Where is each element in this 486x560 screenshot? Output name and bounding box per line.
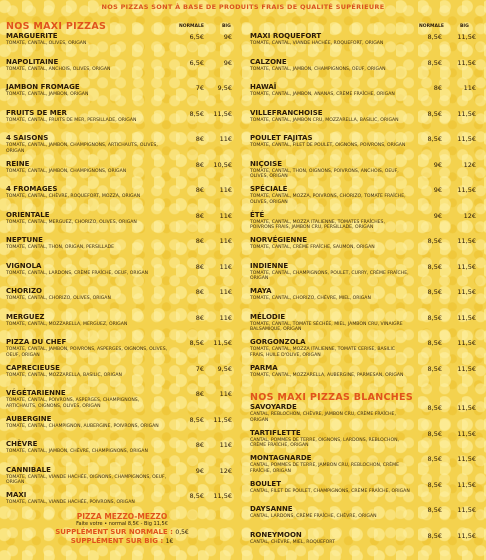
supplement-normal-value: 0,5€ (175, 529, 189, 536)
pizza-description: CANTAL, CHÈVRE, MIEL, ROQUEFORT (250, 539, 335, 545)
section-title: NOS MAXI PIZZAS (6, 21, 107, 32)
pizza-name: REINE (6, 159, 30, 168)
price-big: 11€ (219, 211, 232, 220)
pizza-name: MÉLODIE (250, 312, 286, 321)
pizza-name: SAVOYARDE (250, 403, 297, 411)
pizza-description: TOMATE, CANTAL, VIANDE HACHÉE, OIGNONS, CHAMPIGNONS, OEUF, ORIGAN (6, 474, 167, 486)
pizza-description: TOMATE, CANTAL, CHAMPIGNONS, POULET, CURRY, CRÈME FRAÎCHE, ORIGAN (250, 270, 409, 282)
menu-item (250, 287, 480, 313)
pizza-name: MERGUEZ (6, 312, 45, 321)
price-normal: 8,5€ (427, 404, 442, 412)
menu-item (250, 32, 480, 58)
menu-item (6, 364, 238, 390)
section-title: NOS MAXI PIZZAS BLANCHES (250, 392, 413, 403)
pizza-name: VILLEFRANCHOISE (250, 108, 323, 117)
pizza-name: TARTIFLETTE (250, 428, 301, 437)
pizza-description: TOMATE, CANTAL, CHORIZO, CHÈVRE, MIEL, ORIGAN (250, 296, 371, 301)
left-menu-column (6, 14, 238, 517)
price-normal: 8€ (195, 313, 204, 322)
pizza-name: JAMBON FROMAGE (6, 83, 80, 91)
menu-item (250, 160, 480, 186)
price-normal: 8,5€ (427, 58, 442, 67)
price-normal: 8,5€ (427, 135, 442, 143)
pizza-name: NEPTUNE (6, 236, 43, 244)
menu-item (250, 262, 480, 288)
pizza-name: AUBERGINE (6, 414, 52, 423)
pizza-description: TOMATE, CANTAL, JAMBON, CHAMPIGNONS, OEUF, ORIGAN (250, 66, 386, 72)
pizza-description: TOMATE, CANTAL, MOZZA ITALIENNE, TOMATES FRAÎCHES, POIVRONS FRAIS, JAMBON CRU, PERSILLADE, ORIGAN (250, 219, 385, 231)
pizza-description: TOMATE, CANTAL, MOZZARELLA, MERGUEZ, ORIGAN (6, 321, 128, 327)
top-banner: NOS PIZZAS SONT À BASE DE PRODUITS FRAIS DE QUALITÉ SUPÉRIEURE (101, 3, 385, 11)
supplement-big-value: 1€ (165, 538, 174, 545)
pizza-name: POULET FAJITAS (250, 134, 313, 142)
menu-item (250, 364, 480, 390)
pizza-name: CALZONE (250, 57, 287, 66)
pizza-description: TOMATE, CANTAL, CHORIZO, OLIVES, ORIGAN (6, 296, 111, 301)
pizza-name: NORVÉGIENNE (250, 236, 308, 244)
price-normal: 9€ (433, 160, 442, 169)
price-normal: 8€ (195, 288, 204, 296)
pizza-name: ÉTÉ (250, 210, 265, 219)
pizza-name: MAYA (250, 287, 272, 295)
price-big: 11€ (219, 441, 232, 449)
pizza-description: TOMATE, CANTAL, FRUITS DE MER, PERSILLADE, ORIGAN (6, 117, 137, 123)
pizza-description: TOMATE, CANTAL, POIVRONS, ASPERGES, CHAMPIGNONS, ARTICHAUTS, OIGNONS, OLIVES, ORIGAN (6, 398, 140, 409)
pizza-description: TOMATE, CANTAL, CHÈVRE, ROQUEFORT, MOZZA, ORIGAN (6, 194, 141, 199)
price-normal: 8,5€ (189, 492, 204, 500)
price-big: 11,5€ (457, 33, 476, 41)
pizza-description: CANTAL, REBLOCHON, CHÈVRE, JAMBON CRU, CRÈME FRAÎCHE, ORIGAN (250, 412, 396, 423)
pizza-description: TOMATE, CANTAL, MOZZA ITALIENNE, TOMATE CERISE, BASILIC FRAIS, HUILE D'OLIVE, ORIGAN (250, 347, 396, 358)
pizza-name: VÉGÉTARIENNE (6, 389, 66, 397)
price-normal: 8,5€ (427, 429, 442, 438)
price-big: 12€ (463, 211, 476, 220)
menu-item (250, 185, 480, 211)
pizza-description: TOMATE, CANTAL, JAMBON, ANANAS, CRÈME FRAÎCHE, ORIGAN (250, 92, 395, 97)
price-big: 11,5€ (457, 339, 476, 347)
price-big: 11,5€ (457, 186, 476, 194)
menu-item (6, 415, 238, 441)
section-header-right (250, 14, 480, 32)
price-big: 11,5€ (457, 58, 476, 67)
price-big: 10,5€ (213, 160, 232, 169)
pizza-name: CHÈVRE (6, 440, 38, 448)
supplement-normal-label: SUPPLÉMENT SUR NORMALE : (55, 528, 173, 536)
price-big: 12€ (219, 466, 232, 475)
menu-item (6, 134, 238, 160)
price-big: 11,5€ (213, 339, 232, 347)
price-normal: 9€ (195, 466, 204, 475)
column-label-big: BIG (460, 24, 469, 29)
mezzo-footer (6, 512, 238, 546)
price-normal: 8,5€ (427, 262, 442, 271)
price-big: 12€ (463, 160, 476, 169)
price-normal: 8€ (195, 390, 204, 398)
price-normal: 8,5€ (427, 339, 442, 347)
price-big: 11,5€ (213, 109, 232, 118)
price-normal: 8€ (195, 160, 204, 169)
pizza-name: GORGONZOLA (250, 338, 306, 346)
menu-item (6, 58, 238, 84)
menu-item (6, 466, 238, 492)
price-normal: 8,5€ (427, 33, 442, 41)
menu-item (6, 211, 238, 237)
pizza-name: PARMA (250, 363, 278, 372)
pizza-name: MAXI ROQUEFORT (250, 32, 322, 40)
menu-item (250, 134, 480, 160)
price-big: 11€ (219, 237, 232, 245)
pizza-name: MONTAGNARDE (250, 454, 312, 462)
price-big: 11€ (219, 262, 232, 271)
pizza-name: PIZZA DU CHEF (6, 338, 67, 346)
price-normal: 8,5€ (427, 506, 442, 514)
price-big: 11,5€ (213, 492, 232, 500)
pizza-name: NIÇOISE (250, 159, 282, 168)
pizza-description: CANTAL, POMMES DE TERRE, JAMBON CRU, REBLOCHON, CRÈME FRAÎCHE, ORIGAN (250, 463, 399, 474)
price-normal: 8,5€ (427, 288, 442, 296)
price-big: 11,5€ (457, 313, 476, 322)
menu-item (250, 236, 480, 262)
menu-item (250, 403, 480, 429)
right-menu-column (250, 14, 480, 556)
pizza-name: MAXI (6, 491, 27, 499)
price-normal: 8€ (195, 237, 204, 245)
pizza-name: BOULET (250, 479, 281, 488)
pizza-description: TOMATE, CANTAL, THON, OIGNONS, POIVRONS, ANCHOIS, OEUF, OLIVES, ORIGAN (250, 168, 399, 180)
price-big: 11€ (219, 288, 232, 296)
price-big: 11,5€ (457, 480, 476, 489)
price-normal: 8€ (195, 211, 204, 220)
price-big: 9€ (223, 58, 232, 67)
pizza-description: TOMATE, CANTAL, VIANDE HACHÉE, ROQUEFORT, ORIGAN (250, 41, 384, 46)
pizza-description: TOMATE, CANTAL, JAMBON CRU, MOZZARELLA, BASILIC, ORIGAN (250, 117, 399, 123)
pizza-description: TOMATE, CANTAL, MOZZA, POIVRONS, CHORIZO, TOMATE FRAÎCHE, OLIVES, ORIGAN (250, 194, 406, 205)
pizza-description: TOMATE, CANTAL, JAMBON, CHAMPIGNONS, ARTICHAUTS, OLIVES, ORIGAN (6, 143, 158, 154)
pizza-name: ORIENTALE (6, 210, 50, 219)
menu-item (6, 389, 238, 415)
price-normal: 6,5€ (189, 58, 204, 67)
section-header-maxi (6, 14, 238, 32)
price-normal: 8€ (195, 441, 204, 449)
pizza-description: TOMATE, CANTAL, OLIVES, ORIGAN (6, 41, 87, 46)
price-big: 11,5€ (457, 109, 476, 118)
section-header-blanches (250, 389, 480, 403)
menu-item (250, 211, 480, 237)
price-normal: 8,5€ (427, 364, 442, 373)
pizza-name: 4 FROMAGES (6, 185, 58, 193)
price-big: 11,5€ (457, 262, 476, 271)
menu-item (6, 338, 238, 364)
price-big: 9,5€ (217, 364, 232, 373)
pizza-description: TOMATE, CANTAL, MOZZARELLA, AUBERGINE, PARMESAN, ORIGAN (250, 372, 404, 378)
menu-item (6, 440, 238, 466)
menu-item (6, 236, 238, 262)
pizza-name: VIGNOLA (6, 261, 42, 270)
supplement-big (6, 537, 238, 546)
price-big: 11€ (463, 84, 476, 92)
pizza-name: SPÉCIALE (250, 185, 288, 193)
price-normal: 8,5€ (189, 109, 204, 118)
price-normal: 8,5€ (427, 313, 442, 322)
pizza-description: CANTAL, FILET DE POULET, CHAMPIGNONS, CRÈME FRAÎCHE, ORIGAN (250, 488, 410, 494)
pizza-name: HAWAÏ (250, 83, 277, 91)
pizza-name: MARGUERITE (6, 32, 58, 40)
pizza-description: TOMATE, CANTAL, TOMATE SÉCHÉE, MIEL, JAMBON CRU, VINAIGRE BALSAMIQUE, ORIGAN (250, 321, 403, 333)
menu-item (6, 185, 238, 211)
menu-item (250, 480, 480, 506)
pizza-description: TOMATE, CANTAL, JAMBON, ORIGAN (6, 92, 89, 97)
price-normal: 8,5€ (189, 415, 204, 424)
price-big: 11,5€ (457, 288, 476, 296)
menu-item (250, 313, 480, 339)
pizza-description: TOMATE, CANTAL, JAMBON, POIVRONS, ASPERGES, OIGNONS, OLIVES, OEUF, ORIGAN (6, 347, 168, 358)
price-normal: 8€ (433, 84, 442, 92)
price-normal: 8€ (195, 186, 204, 194)
menu-item (250, 454, 480, 480)
pizza-description: TOMATE, CANTAL, LARDONS, CRÈME FRAÎCHE, OEUF, ORIGAN (6, 270, 149, 276)
price-normal: 8,5€ (427, 480, 442, 489)
pizza-description: TOMATE, CANTAL, FILET DE POULET, OIGNONS, POIVRONS, ORIGAN (250, 143, 406, 148)
price-normal: 7€ (195, 364, 204, 373)
price-big: 11€ (219, 313, 232, 322)
pizza-name: CAPRECIEUSE (6, 363, 60, 372)
menu-item (6, 160, 238, 186)
menu-item (6, 262, 238, 288)
pizza-name: CANNIBALE (6, 465, 51, 474)
price-big: 11,5€ (457, 364, 476, 373)
pizza-description: CANTAL, POMMES DE TERRE, OIGNONS, LARDONS, REBLOCHON, CRÈME FRAÎCHE, ORIGAN (250, 437, 399, 449)
pizza-description: TOMATE, CANTAL, VIANDE HACHÉE, POIVRONS, ORIGAN (6, 500, 135, 505)
pizza-name: DAYSANNE (250, 505, 293, 513)
column-label-normal: NORMALE (179, 24, 204, 29)
pizza-description: TOMATE, CANTAL, CRÈME FRAÎCHE, SAUMON, ORIGAN (250, 245, 375, 250)
price-big: 11€ (219, 390, 232, 398)
pizza-description: CANTAL, LARDONS, CRÈME FRAÎCHE, CHÈVRE, ORIGAN (250, 514, 377, 519)
price-big: 11,5€ (457, 429, 476, 438)
pizza-name: RONEYMOON (250, 530, 302, 539)
pizza-description: TOMATE, CANTAL, MOZZARELLA, BASILIC, ORIGAN (6, 372, 122, 378)
price-normal: 8,5€ (427, 237, 442, 245)
menu-item (6, 32, 238, 58)
pizza-description: TOMATE, CANTAL, JAMBON, CHÈVRE, CHAMPIGNONS, ORIGAN (6, 449, 148, 454)
menu-item (6, 287, 238, 313)
menu-item (250, 338, 480, 364)
menu-item (250, 429, 480, 455)
pizza-description: TOMATE, CANTAL, JAMBON, CHAMPIGNONS, ORIGAN (6, 168, 127, 174)
menu-item (250, 58, 480, 84)
pizza-name: 4 SAISONS (6, 134, 49, 142)
pizza-description: TOMATE, CANTAL, CHAMPIGNON, AUBERGINE, POIVRONS, ORIGAN (6, 423, 159, 429)
price-big: 9€ (223, 33, 232, 41)
pizza-name: INDIENNE (250, 261, 289, 270)
column-label-normal: NORMALE (419, 24, 444, 29)
menu-item (250, 83, 480, 109)
menu-item (6, 83, 238, 109)
price-normal: 6,5€ (189, 33, 204, 41)
price-big: 11,5€ (213, 415, 232, 424)
pizza-name: CHORIZO (6, 287, 42, 295)
supplement-big-label: SUPPLÉMENT SUR BIG : (70, 537, 164, 545)
price-normal: 8€ (195, 135, 204, 143)
pizza-description: TOMATE, CANTAL, THON, ORIGAN, PERSILLADE (6, 245, 115, 250)
menu-item (250, 505, 480, 531)
price-big: 11,5€ (457, 506, 476, 514)
menu-item (6, 109, 238, 135)
price-big: 11,5€ (457, 135, 476, 143)
price-normal: 9€ (433, 186, 442, 194)
pizza-description: TOMATE, CANTAL, MERGUEZ, CHORIZO, OLIVES, ORIGAN (6, 219, 137, 225)
menu-item (250, 531, 480, 557)
price-big: 11€ (219, 135, 232, 143)
price-normal: 9€ (433, 211, 442, 220)
price-normal: 8,5€ (427, 455, 442, 463)
column-label-big: BIG (222, 24, 231, 29)
mezzo-desc: Faite votre • normal 8,5€ - Big 11,5€ (76, 521, 168, 527)
pizza-name: FRUITS DE MER (6, 108, 67, 117)
price-normal: 8,5€ (189, 339, 204, 347)
pizza-name: NAPOLITAINE (6, 57, 59, 66)
menu-item (250, 109, 480, 135)
price-normal: 8,5€ (427, 109, 442, 118)
price-big: 11,5€ (457, 531, 476, 540)
price-normal: 8€ (195, 262, 204, 271)
price-big: 11,5€ (457, 455, 476, 463)
price-normal: 8,5€ (427, 531, 442, 540)
supplement-normal (6, 528, 238, 537)
price-big: 11,5€ (457, 404, 476, 412)
price-big: 9,5€ (217, 84, 232, 92)
mezzo-title: PIZZA MEZZO-MEZZO (76, 512, 168, 521)
menu-item (6, 313, 238, 339)
price-big: 11€ (219, 186, 232, 194)
price-normal: 7€ (195, 84, 204, 92)
pizza-description: TOMATE, CANTAL, ANCHOIS, OLIVES, ORIGAN (6, 66, 111, 72)
price-big: 11,5€ (457, 237, 476, 245)
